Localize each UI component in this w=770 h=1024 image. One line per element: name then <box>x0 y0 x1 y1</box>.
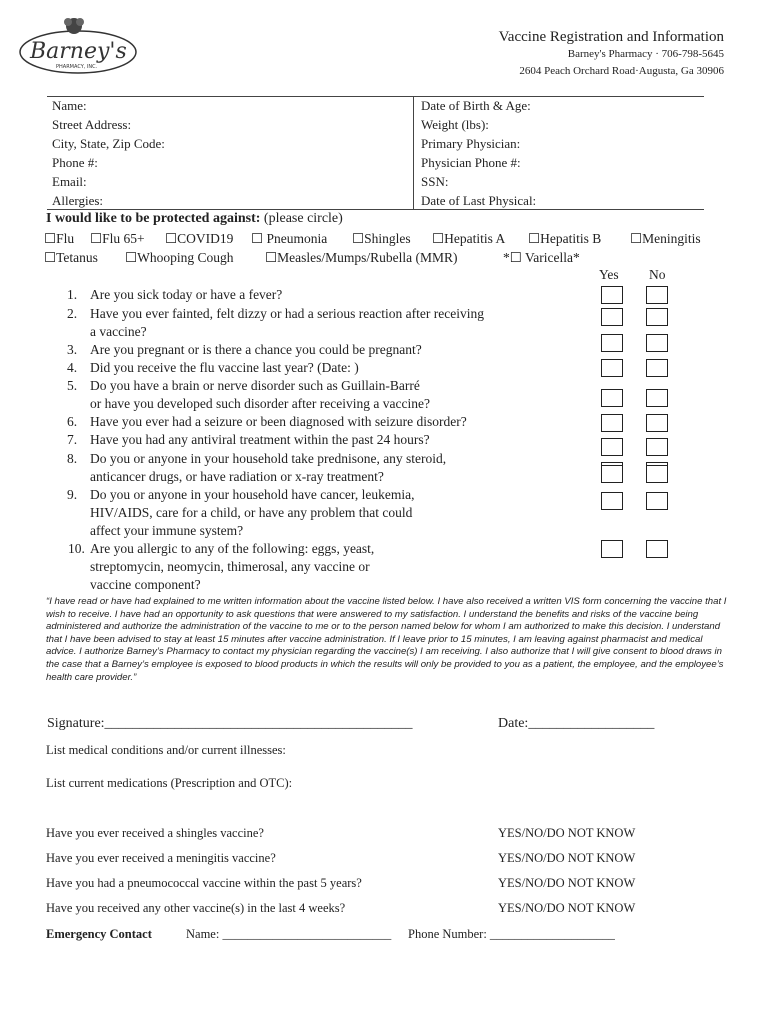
history-question: Have you had a pneumococcal vaccine within the past 5 years? <box>46 876 362 890</box>
no-column-header: No <box>649 267 666 282</box>
question-number: 7. <box>67 432 78 447</box>
emergency-contact-label <box>46 927 152 942</box>
document-title: Vaccine Registration and Information <box>498 29 724 45</box>
no-checkbox[interactable] <box>646 465 668 483</box>
pharmacy-phone: Barney's Pharmacy · 706-798-5645 <box>567 48 724 60</box>
question-text: Have you ever had a seizure or been diagnosed with seizure disorder? <box>90 414 467 429</box>
field-label[interactable]: Name: <box>52 98 87 113</box>
vaccine-option[interactable]: ☐Shingles <box>352 231 411 246</box>
vaccine-option[interactable]: ☐Meningitis <box>630 231 701 246</box>
question-text: anticancer drugs, or have radiation or x-ray treatment? <box>90 469 384 484</box>
emergency-contact-heading: Emergency Contact <box>46 927 152 941</box>
conditions-label: List medical conditions and/or current illnesses: <box>46 743 286 757</box>
no-checkbox[interactable] <box>646 492 668 510</box>
field-label[interactable]: Date of Birth & Age: <box>421 98 531 113</box>
history-question: Have you ever received a shingles vaccine? <box>46 826 264 840</box>
vaccine-option[interactable]: *☐ Varicella* <box>503 250 580 265</box>
no-checkbox[interactable] <box>646 334 668 352</box>
table-divider <box>413 96 414 209</box>
history-answer[interactable]: YES/NO/DO NOT KNOW <box>498 901 636 915</box>
question-text: HIV/AIDS, care for a child, or have any problem that could <box>90 505 413 520</box>
vaccine-option[interactable]: ☐Flu 65+ <box>90 231 145 246</box>
table-bottom-rule <box>47 209 704 210</box>
yes-checkbox[interactable] <box>601 465 623 483</box>
logo-subtitle: PHARMACY, INC. <box>56 64 98 70</box>
yes-checkbox[interactable] <box>601 438 623 456</box>
medications-label: List current medications (Prescription and OTC): <box>46 776 293 790</box>
vaccine-option[interactable]: ☐Tetanus <box>44 250 98 265</box>
question-text: vaccine component? <box>90 577 201 592</box>
vaccine-option[interactable]: ☐Measles/Mumps/Rubella (MMR) <box>265 250 458 265</box>
no-checkbox[interactable] <box>646 308 668 326</box>
pharmacy-address: 2604 Peach Orchard Road·Augusta, Ga 30906 <box>519 65 724 77</box>
field-label[interactable]: Email: <box>52 174 87 189</box>
date-line[interactable] <box>498 716 654 732</box>
consent-statement: “I have read or have had explained to me written information about the vaccine listed below. I have also received a written VIS form concerning the vaccine that I wish to receive. I have had an opportunity to ask questions that were answered to my satisfaction. I understand the benefits and risks of the vaccine being administered and authorize the administration of the vaccine to me or to the person named below for whom I am authorized to make this decision. I understand that I have been advised to stay at least 15 minutes after vaccine administration. If I leave prior to 15 minutes, I am leaving against pharmacist and medical advice. I authorize Barney’s Pharmacy to contact my physician regarding the vaccine(s) I am receiving. I also authorize that I will give consent to blood draws in the case that a Barney’s employee is exposed to blood products in which the results will only be provided to you as a patient, the employee, and the employee’s health care provider.” <box>46 596 727 683</box>
history-answer[interactable]: YES/NO/DO NOT KNOW <box>498 876 636 890</box>
vaccine-option[interactable]: ☐ Pneumonia <box>251 231 328 246</box>
pharmacy-logo <box>16 16 140 76</box>
protect-heading-note: (please circle) <box>263 211 343 226</box>
question-text: affect your immune system? <box>90 523 244 538</box>
question-text: Have you had any antiviral treatment within the past 24 hours? <box>90 432 430 447</box>
no-checkbox[interactable] <box>646 540 668 558</box>
field-label[interactable]: Allergies: <box>52 193 104 208</box>
history-answer[interactable]: YES/NO/DO NOT KNOW <box>498 826 636 840</box>
table-top-rule <box>47 96 704 97</box>
yes-checkbox[interactable] <box>601 286 623 304</box>
field-label[interactable]: Weight (lbs): <box>421 117 489 132</box>
vaccine-option[interactable]: ☐Hepatitis A <box>432 231 506 246</box>
question-number: 3. <box>67 342 78 357</box>
question-text: Do you have a brain or nerve disorder such as Guillain-Barré <box>90 378 420 393</box>
emergency-name-field[interactable]: Name: ___________________________ <box>186 927 392 941</box>
question-text: or have you developed such disorder after receiving a vaccine? <box>90 396 430 411</box>
signature-label: Signature: <box>47 716 105 731</box>
signature-blank: ____________________________________________ <box>104 716 413 731</box>
field-label[interactable]: Primary Physician: <box>421 136 521 151</box>
field-label[interactable]: Street Address: <box>52 117 132 132</box>
yes-checkbox[interactable] <box>601 492 623 510</box>
question-number: 5. <box>67 378 78 393</box>
question-number: 4. <box>67 360 78 375</box>
vaccine-option[interactable]: ☐Hepatitis B <box>528 231 602 246</box>
field-label[interactable]: Phone #: <box>52 155 98 170</box>
question-text: a vaccine? <box>90 324 147 339</box>
history-answer[interactable]: YES/NO/DO NOT KNOW <box>498 851 636 865</box>
date-label: Date: <box>498 716 529 731</box>
question-text: Are you pregnant or is there a chance you could be pregnant? <box>90 342 422 357</box>
question-number: 1. <box>67 287 78 302</box>
question-text: Are you sick today or have a fever? <box>90 287 283 302</box>
logo-graphic <box>16 16 140 76</box>
history-question: Have you received any other vaccine(s) in the last 4 weeks? <box>46 901 346 915</box>
history-question: Have you ever received a meningitis vaccine? <box>46 851 276 865</box>
date-blank: __________________ <box>528 716 655 731</box>
no-checkbox[interactable] <box>646 359 668 377</box>
yes-checkbox[interactable] <box>601 414 623 432</box>
vaccine-option[interactable]: ☐COVID19 <box>165 231 234 246</box>
yes-checkbox[interactable] <box>601 308 623 326</box>
yes-column-header: Yes <box>599 267 619 282</box>
yes-checkbox[interactable] <box>601 359 623 377</box>
signature-line[interactable] <box>47 716 413 732</box>
question-text: streptomycin, neomycin, thimerosal, any vaccine or <box>90 559 370 574</box>
logo-wordmark: Barney's <box>30 39 127 64</box>
field-label[interactable]: City, State, Zip Code: <box>52 136 165 151</box>
emergency-phone-field[interactable]: Phone Number: ____________________ <box>408 927 615 941</box>
field-label[interactable]: Date of Last Physical: <box>421 193 537 208</box>
field-label[interactable]: SSN: <box>421 174 449 189</box>
question-text: Do you or anyone in your household have cancer, leukemia, <box>90 487 415 502</box>
yes-checkbox[interactable] <box>601 389 623 407</box>
question-number: 8. <box>67 451 78 466</box>
yes-checkbox[interactable] <box>601 334 623 352</box>
question-number: 9. <box>67 487 78 502</box>
no-checkbox[interactable] <box>646 438 668 456</box>
field-label[interactable]: Physician Phone #: <box>421 155 521 170</box>
question-text: Have you ever fainted, felt dizzy or had a serious reaction after receiving <box>90 306 484 321</box>
vaccine-option[interactable]: ☐Flu <box>44 231 75 246</box>
protect-heading <box>46 211 343 227</box>
question-text: Do you or anyone in your household take prednisone, any steroid, <box>90 451 447 466</box>
vaccine-option[interactable]: ☐Whooping Cough <box>125 250 234 265</box>
no-checkbox[interactable] <box>646 414 668 432</box>
question-number: 6. <box>67 414 78 429</box>
protect-heading-label: I would like to be protected against: <box>46 211 261 226</box>
question-number: 2. <box>67 306 78 321</box>
question-number: 10. <box>68 541 85 556</box>
yes-checkbox[interactable] <box>601 540 623 558</box>
question-text: Are you allergic to any of the following: eggs, yeast, <box>90 541 375 556</box>
question-text: Did you receive the flu vaccine last year? (Date: ) <box>90 360 359 375</box>
no-checkbox[interactable] <box>646 286 668 304</box>
no-checkbox[interactable] <box>646 389 668 407</box>
